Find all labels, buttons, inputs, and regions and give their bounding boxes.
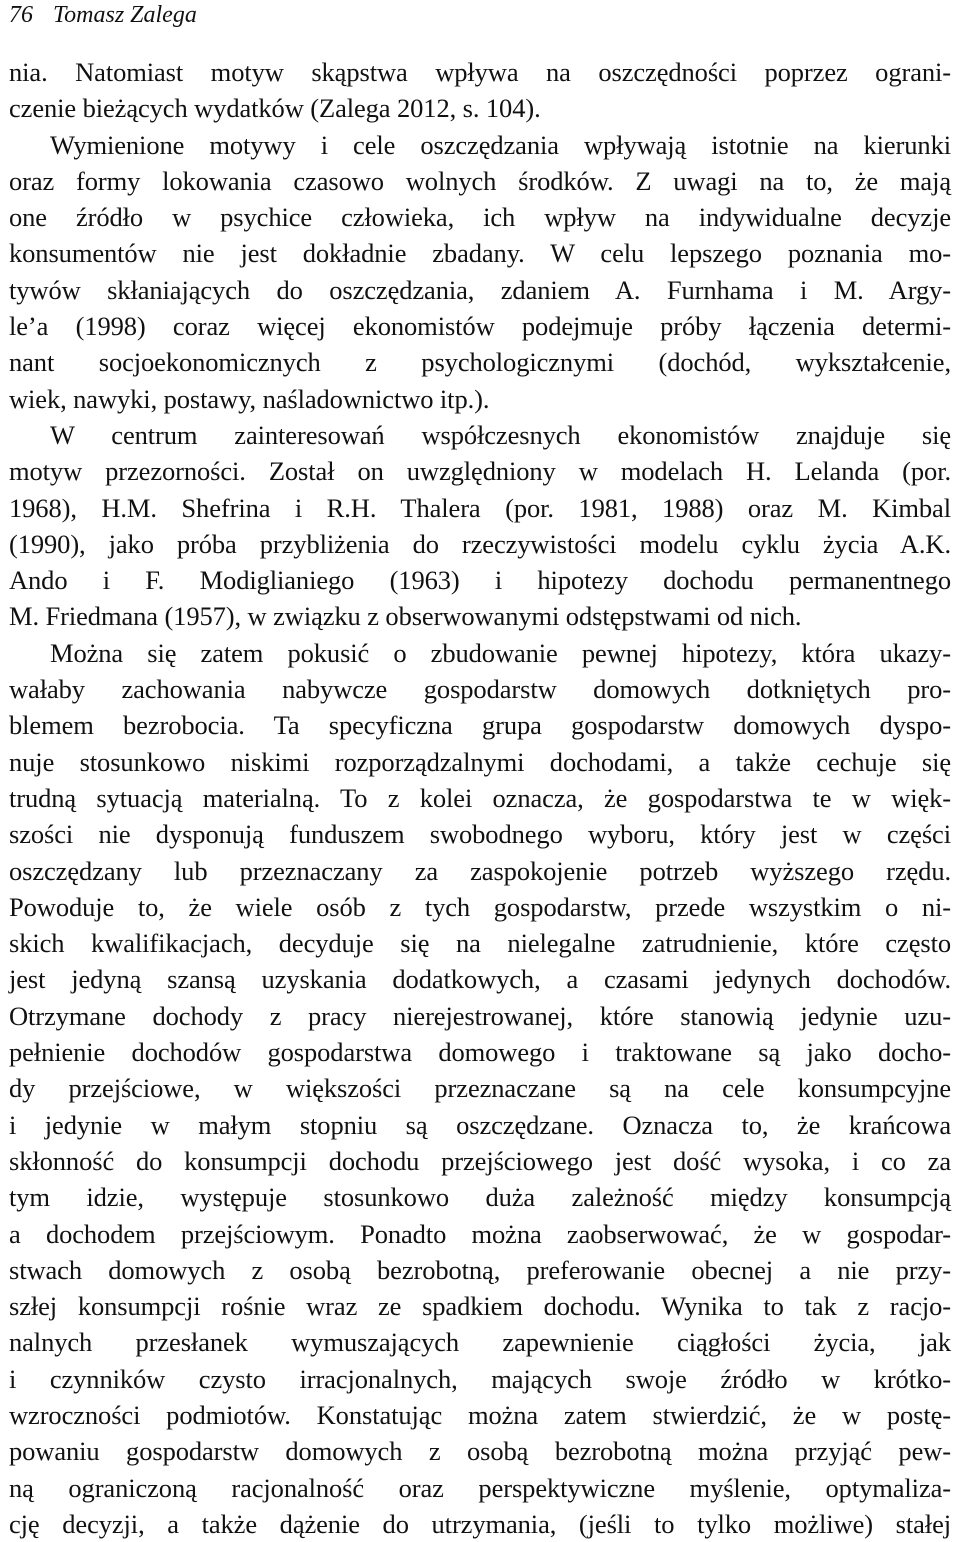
text-line: tym idzie, występuje stosunkowo duża zależność między konsumpcją xyxy=(9,1182,951,1213)
text-line: i czynników czysto irracjonalnych, mających swoje źródło w krótko- xyxy=(9,1363,951,1394)
text-line: cję decyzji, a także dążenie do utrzymania, (jeśli to tylko możliwe) stałej xyxy=(9,1508,951,1539)
text-line: blemem bezrobocia. Ta specyficzna grupa gospodarstw domowych dyspo- xyxy=(9,710,951,741)
running-author: Tomasz Zalega xyxy=(53,2,197,28)
text-line: oraz formy lokowania czasowo wolnych środków. Z uwagi na to, że mają xyxy=(9,165,951,196)
text-line: (1990), jako próba przybliżenia do rzeczywistości modelu cyklu życia A.K. xyxy=(9,528,951,559)
text-line: Wymienione motywy i cele oszczędzania wpływają istotnie na kierunki xyxy=(50,129,951,160)
text-line: le’a (1998) coraz więcej ekonomistów podejmuje próby łączenia determi- xyxy=(9,311,951,342)
running-header xyxy=(9,0,197,34)
text-line: Można się zatem pokusić o zbudowanie pewnej hipotezy, która ukazy- xyxy=(50,637,951,668)
text-line: stwach domowych z osobą bezrobotną, preferowanie obecnej a nie przy- xyxy=(9,1254,951,1285)
text-line: skich kwalifikacjach, decyduje się na nielegalne zatrudnienie, które często xyxy=(9,928,951,959)
text-line: 1968), H.M. Shefrina i R.H. Thalera (por. 1981, 1988) oraz M. Kimbal xyxy=(9,492,951,523)
text-line: Otrzymane dochody z pracy nierejestrowanej, które stanowią jedynie uzu- xyxy=(9,1000,951,1031)
text-line: szłej konsumpcji rośnie wraz ze spadkiem dochodu. Wynika to tak z racjo- xyxy=(9,1291,951,1322)
text-line: nalnych przesłanek wymuszających zapewnienie ciągłości życia, jak xyxy=(9,1327,951,1358)
text-line: nia. Natomiast motyw skąpstwa wpływa na oszczędności poprzez ograni- xyxy=(9,57,951,87)
text-line: powaniu gospodarstw domowych z osobą bezrobotną można przyjąć pew- xyxy=(9,1436,951,1467)
text-line: trudną sytuacją materialną. To z kolei oznacza, że gospodarstwa te w więk- xyxy=(9,782,951,813)
text-line: tywów skłaniających do oszczędzania, zdaniem A. Furnhama i M. Argy- xyxy=(9,274,951,305)
text-line: W centrum zainteresowań współczesnych ekonomistów znajduje się xyxy=(50,419,951,450)
text-line: konsumentów nie jest dokładnie zbadany. W celu lepszego poznania mo- xyxy=(9,238,951,269)
text-line: ną ograniczoną racjonalność oraz perspektywiczne myślenie, optymaliza- xyxy=(9,1472,951,1503)
text-line: skłonność do konsumpcji dochodu przejściowego jest dość wysoka, i co za xyxy=(9,1145,951,1176)
text-line: nuje stosunkowo niskimi rozporządzalnymi dochodami, a także cechuje się xyxy=(9,746,951,777)
text-line: pełnienie dochodów gospodarstwa domowego i traktowane są jako docho- xyxy=(9,1037,951,1068)
text-line: a dochodem przejściowym. Ponadto można zaobserwować, że w gospodar- xyxy=(9,1218,951,1249)
text-line: motyw przezorności. Został on uwzględniony w modelach H. Lelanda (por. xyxy=(9,456,951,487)
text-line: wałaby zachowania nabywcze gospodarstw domowych dotkniętych pro- xyxy=(9,674,951,705)
text-line: Ando i F. Modiglianiego (1963) i hipotezy dochodu permanentnego xyxy=(9,565,951,596)
text-line: nant socjoekonomicznych z psychologicznymi (dochód, wykształcenie, xyxy=(9,347,951,378)
text-line: one źródło w psychice człowieka, ich wpływ na indywidualne decyzje xyxy=(9,202,951,233)
text-line: szości nie dysponują funduszem swobodnego wyboru, który jest w części xyxy=(9,819,951,850)
text-line: wiek, nawyki, postawy, naśladownictwo itp.). xyxy=(9,383,490,414)
text-line: i jedynie w małym stopniu są oszczędzane. Oznacza to, że krańcowa xyxy=(9,1109,951,1140)
text-line: jest jedyną szansą uzyskania dodatkowych, a czasami jedynych dochodów. xyxy=(9,964,951,995)
text-line: dy przejściowe, w większości przeznaczane są na cele konsumpcyjne xyxy=(9,1073,951,1104)
body-text xyxy=(9,54,951,1542)
text-line: Powoduje to, że wiele osób z tych gospodarstw, przede wszystkim o ni- xyxy=(9,891,951,922)
page-number: 76 xyxy=(9,2,33,28)
text-line: czenie bieżących wydatków (Zalega 2012, s. 104). xyxy=(9,93,541,124)
text-line: M. Friedmana (1957), w związku z obserwowanymi odstępstwami od nich. xyxy=(9,601,802,632)
text-line: oszczędzany lub przeznaczany za zaspokojenie potrzeb wyższego rzędu. xyxy=(9,855,951,886)
text-line: wzroczności podmiotów. Konstatując można zatem stwierdzić, że w postę- xyxy=(9,1399,951,1430)
